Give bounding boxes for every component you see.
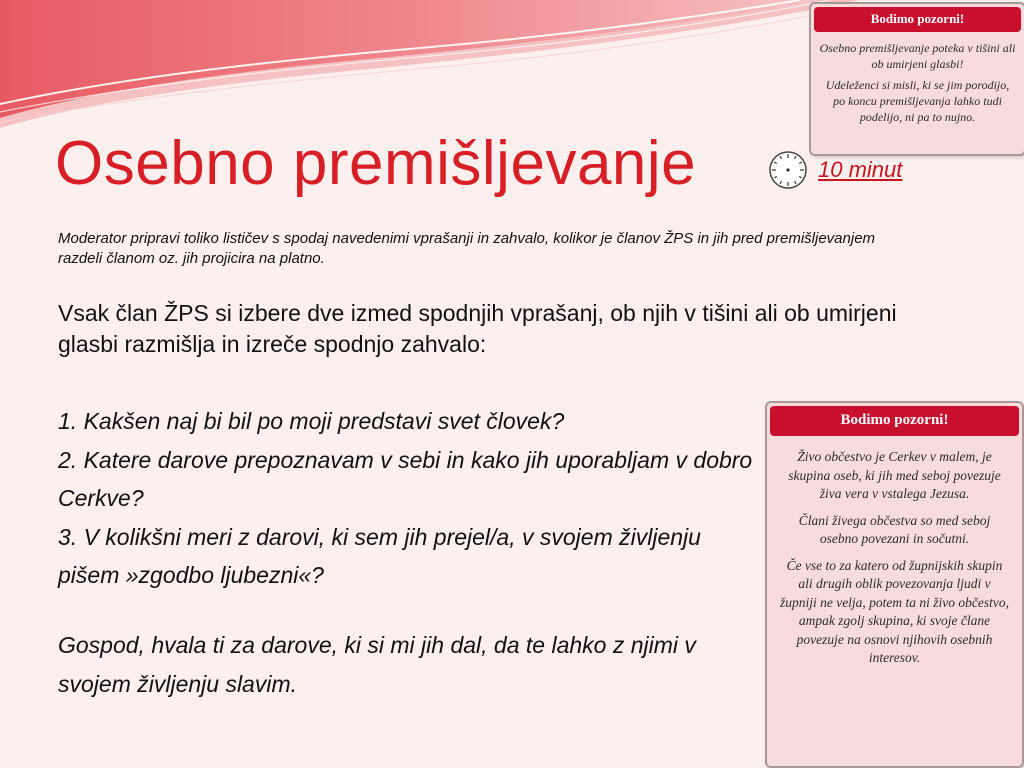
attention-note-top xyxy=(809,2,1024,156)
note-paragraph: Osebno premišljevanje poteka v tišini ali ob umirjeni glasbi! xyxy=(819,41,1016,71)
moderator-instructions: Moderator pripravi toliko lističev s spodaj navedenimi vprašanji in zahvalo, kolikor je članov ŽPS in jih pred premišljevanjem razdeli članom oz. jih projicira na platno. xyxy=(58,230,876,267)
note-paragraph: Živo občestvo je Cerkev v malem, je skupina oseb, ki jih med seboj povezuje živa vera v vstalega Jezusa. xyxy=(788,449,1001,501)
note-header: Bodimo pozorni! xyxy=(770,406,1019,436)
note-body xyxy=(767,436,1022,668)
lead-paragraph: Vsak član ŽPS si izbere dve izmed spodnjih vprašanj, ob njih v tišini ali ob umirjeni glasbi razmišlja in izreče spodnjo zahvalo: xyxy=(58,300,897,357)
thanksgiving-prayer: Gospod, hvala ti za darove, ki si mi jih dal, da te lahko z njimi v svojem življenju slavim. xyxy=(58,632,696,697)
note-header: Bodimo pozorni! xyxy=(814,7,1021,32)
question-list xyxy=(58,402,768,595)
timer xyxy=(768,150,902,190)
timer-label: 10 minut xyxy=(818,157,903,182)
note-body xyxy=(811,32,1024,125)
slide-title: Osebno premišljevanje xyxy=(55,129,697,198)
question-item: 1. Kakšen naj bi bil po moji predstavi svet človek? xyxy=(58,408,565,434)
question-item: 2. Katere darove prepoznavam v sebi in kako jih uporabljam v dobro Cerkve? xyxy=(58,446,753,511)
note-paragraph: Člani živega občestva so med seboj osebno povezani in sočutni. xyxy=(798,512,991,546)
question-item: 3. V kolikšni meri z darovi, ki sem jih prejel/a, v svojem življenju pišem »zgodbo ljubezni«? xyxy=(58,523,701,588)
attention-note-bottom xyxy=(765,401,1024,768)
clock-icon xyxy=(768,150,808,190)
note-paragraph: Udeleženci si misli, ki se jim porodijo, po koncu premišljevanja lahko tudi podelijo, ni pa to nujno. xyxy=(825,78,1010,124)
note-paragraph: Če vse to za katero od župnijskih skupin ali drugih oblik povezovanja ljudi v župniji ne velja, potem ta ni živo občestvo, ampak zgolj skupina, ki svoje člane povezuje na osnovi njihovih osebnih interesov. xyxy=(779,557,1010,665)
